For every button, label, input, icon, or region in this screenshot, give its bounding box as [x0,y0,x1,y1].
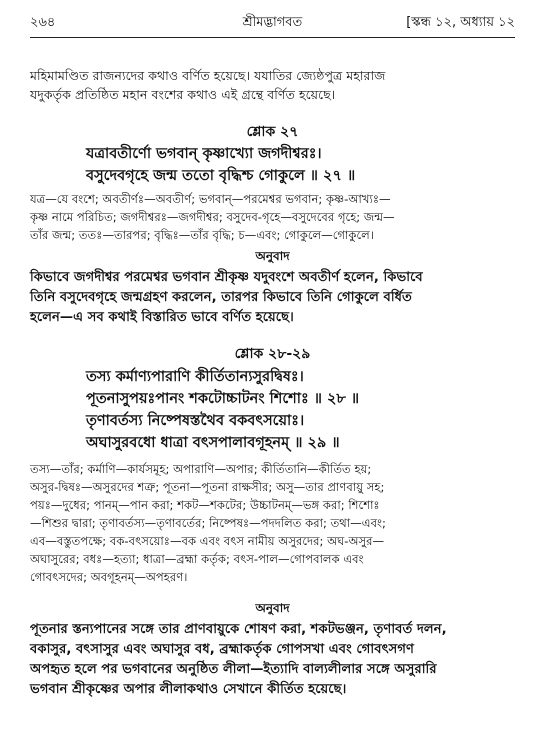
synonym-line: গোবৎসদের; অবগূহনম্—অপহরণ। [30,570,188,584]
verse-27-heading: শ্লোক ২৭ [246,124,299,140]
verse-line: পূতনাসুপয়ঃপানং শকটোচ্চাটনং শিশোঃ ॥ ২৮ ॥ [86,391,360,407]
verse-27-translation-heading: অনুবাদ [255,249,290,263]
verse-line: বসুদেবগৃহে জন্ম ততো বৃদ্ধিশ্চ গোকুলে ॥ ২৭ ॥ [86,168,356,184]
intro-line: মহিমামণ্ডিত রাজন্যদের কথাও বর্ণিত হয়েছে। যযাতির জ্যেষ্ঠপুত্র মহারাজ [30,68,386,83]
verse-27-translation [30,268,515,328]
book-title: শ্রীমদ্ভাগবত [242,14,303,30]
verse-27-synonyms [30,190,515,244]
synonym-line: পয়ঃ—দুধের; পানম্—পান করা; শকট—শকটের; উচ্চাটনম্—ভঙ্গ করা; শিশোঃ [30,498,380,512]
verse-28-29-text [86,366,515,454]
verse-28-29-translation [30,620,515,700]
chapter-reference: [স্কন্ধ ১২, অধ্যায় ১২ [406,14,515,30]
running-header [30,12,515,38]
synonym-line: অঘাসুরের; বধঃ—হত্যা; ধাত্রা—ব্রহ্মা কর্তৃক; বৎস-পাল—গোপবালক এবং [30,552,364,566]
verse-line: অঘাসুরবধো ধাত্রা বৎসপালাবগূহনম্ ॥ ২৯ ॥ [86,435,340,451]
synonym-line: তস্য—তাঁর; কর্মাণি—কার্যসমূহ; অপারাণি—অপার; কীর্তিতানি—কীর্তিত হয়; [30,462,372,476]
translation-line: ভগবান শ্রীকৃষ্ণের অপার লীলাকথাও সেখানে কীর্তিত হয়েছে। [30,682,347,697]
verse-28-29-synonyms [30,460,515,586]
synonym-line: —শিশুর দ্বারা; তৃণাবর্তস্য—তৃণাবর্তের; নিষ্পেষঃ—পদদলিত করা; তথা—এবং; [30,516,386,530]
intro-paragraph [30,66,515,104]
synonym-line: এব—বস্তুতপক্ষে; বক-বৎসয়োঃ—বক এবং বৎস নামীয় অসুরদের; অঘ-অসুর— [30,534,385,548]
translation-line: অপহৃত হলে পর ভগবানের অনুষ্ঠিত লীলা—ইত্যাদি বাল্যলীলার সঙ্গে অসুরারি [30,662,437,677]
intro-line: যদুকর্তৃক প্রতিষ্ঠিত মহান বংশের কথাও এই গ্রন্থে বর্ণিত হয়েছে। [30,87,336,102]
translation-line: হলেন—এ সব কথাই বিস্তারিত ভাবে বর্ণিত হয়েছে। [30,310,294,325]
verse-27-text [86,143,515,187]
translation-line: বকাসুর, বৎসাসুর এবং অঘাসুর বধ, ব্রহ্মাকর্তৃক গোপসখা এবং গোবৎসগণ [30,642,414,657]
verse-28-29-heading: শ্লোক ২৮-২৯ [234,346,311,362]
synonym-line: কৃষ্ণ নামে পরিচিত; জগদীশ্বরঃ—জগদীশ্বর; বসুদেব-গৃহে—বসুদেবের গৃহে; জন্ম— [30,210,395,224]
translation-line: পূতনার স্তন্যপানের সঙ্গে তার প্রাণবায়ুকে শোষণ করা, শকটভঞ্জন, তৃণাবর্ত দলন, [30,622,447,637]
verse-line: যত্রাবতীর্ণো ভগবান্ কৃষ্ণাখ্যো জগদীশ্বরঃ। [86,146,322,162]
synonym-line: অসুর-দ্বিষঃ—অসুরদের শত্রু; পূতনা—পূতনা রাক্ষসীর; অসু—তার প্রাণবায়ু সহ; [30,480,385,494]
synonym-line: তাঁর জন্ম; ততঃ—তারপর; বৃদ্ধিঃ—তাঁর বৃদ্ধি; চ—এবং; গোকুলে—গোকুলে। [30,228,374,242]
verse-line: তৃণাবর্তস্য নিষ্পেষস্তথৈব বকবৎসয়োঃ। [86,413,305,429]
translation-line: তিনি বসুদেবগৃহে জন্মগ্রহণ করলেন, তারপর কিভাবে তিনি গোকুলে বর্ধিত [30,290,412,305]
page-number: ২৬৪ [30,14,56,30]
verse-28-29-translation-heading: অনুবাদ [255,601,290,615]
translation-line: কিভাবে জগদীশ্বর পরমেশ্বর ভগবান শ্রীকৃষ্ণ যদুবংশে অবতীর্ণ হলেন, কিভাবে [30,270,423,285]
verse-line: তস্য কর্মাণ্যপারাণি কীর্তিতান্যসুরদ্বিষঃ। [86,369,304,385]
synonym-line: যত্র—যে বংশে; অবতীর্ণঃ—অবতীর্ণ; ভগবান্—পরমেশ্বর ভগবান; কৃষ্ণ-আখ্যঃ— [30,192,391,206]
